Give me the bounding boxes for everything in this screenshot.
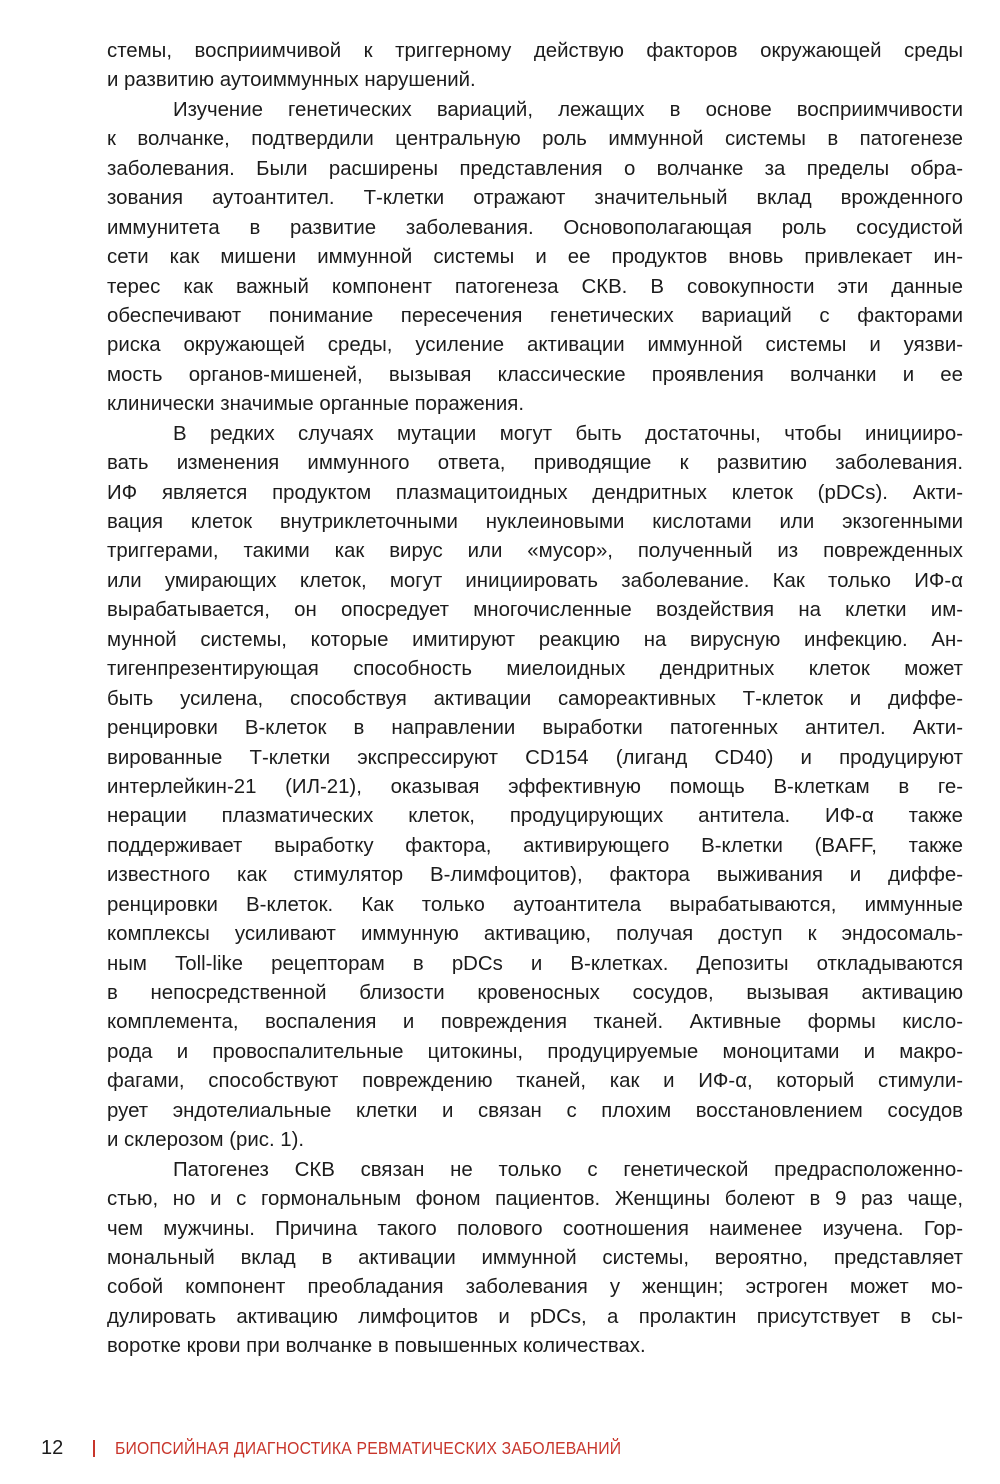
text-line: комплексы усиливают иммунную активацию, получая доступ к эндосомаль-	[107, 923, 963, 946]
paragraph	[107, 420, 963, 1156]
text-line: интерлейкин-21 (ИЛ-21), оказывая эффективную помощь В-клеткам в ге-	[107, 775, 963, 798]
text-line: ным Toll-like рецепторам в pDCs и В-клетках. Депозиты откладываются	[107, 952, 963, 975]
text-line: ренцировки В-клеток. Как только аутоантитела вырабатываются, иммунные	[107, 893, 963, 916]
text-line: мональный вклад в активации иммунной системы, вероятно, представляет	[107, 1246, 963, 1269]
text-line: терес как важный компонент патогенеза СКВ. В совокупности эти данные	[107, 275, 963, 298]
footer-separator	[93, 1440, 95, 1457]
text-line: мость органов-мишеней, вызывая классические проявления волчанки и ее	[107, 363, 963, 386]
text-line: ИФ является продуктом плазмацитоидных дендритных клеток (pDCs). Акти-	[107, 481, 963, 504]
text-line: нерации плазматических клеток, продуцирующих антитела. ИФ-α также	[107, 805, 963, 828]
text-line: в непосредственной близости кровеносных сосудов, вызывая активацию	[107, 982, 963, 1004]
text-line: зования аутоантител. Т-клетки отражают значительный вклад врожденного	[107, 187, 963, 210]
body-text	[107, 37, 963, 1362]
text-line: собой компонент преобладания заболевания у женщин; эстроген может мо-	[107, 1276, 963, 1299]
text-line: комплемента, воспаления и повреждения тканей. Активные формы кисло-	[107, 1011, 963, 1034]
text-line: мунной системы, которые имитируют реакцию на вирусную инфекцию. Ан-	[107, 628, 963, 651]
paragraph	[107, 1156, 963, 1362]
text-line: Патогенез СКВ связан не только с генетической предрасположенно-	[173, 1158, 963, 1181]
text-line: иммунитета в развитие заболевания. Основополагающая роль сосудистой	[107, 216, 963, 239]
text-line: к волчанке, подтвердили центральную роль иммунной системы в патогенезе	[107, 128, 963, 151]
text-line: фагами, способствуют повреждению тканей, как и ИФ-α, который стимули-	[107, 1070, 963, 1093]
text-line: стью, но и с гормональным фоном пациентов. Женщины болеют в 9 раз чаще,	[107, 1188, 963, 1211]
text-line: быть усилена, способствуя активации самореактивных Т-клеток и диффе-	[107, 687, 963, 710]
text-line: триггерами, такими как вирус или «мусор», полученный из поврежденных	[107, 540, 963, 563]
text-line: обеспечивают понимание пересечения генетических вариаций с факторами	[107, 304, 963, 327]
text-line: клинически значимые органные поражения.	[107, 393, 525, 416]
text-line: риска окружающей среды, усиление активации иммунной системы и уязви-	[107, 334, 963, 357]
text-line: рует эндотелиальные клетки и связан с плохим восстановлением сосудов	[107, 1099, 963, 1122]
paragraph	[107, 37, 963, 96]
text-line: воротке крови при волчанке в повышенных количествах.	[107, 1335, 646, 1358]
text-line: вированные Т-клетки экспрессируют CD154 (лиганд CD40) и продуцируют	[107, 746, 963, 769]
text-line: рода и провоспалительные цитокины, продуцируемые моноцитами и макро-	[107, 1040, 963, 1063]
text-line: ренцировки В-клеток в направлении выработки патогенных антител. Акти-	[107, 717, 963, 740]
page-number: 12	[41, 1436, 64, 1459]
text-line: известного как стимулятор В-лимфоцитов), фактора выживания и диффе-	[107, 864, 963, 887]
text-line: и склерозом (рис. 1).	[107, 1129, 305, 1152]
text-line: вырабатывается, он опосредует многочисленные воздействия на клетки им-	[107, 599, 963, 622]
paragraph	[107, 96, 963, 420]
text-line: сети как мишени иммунной системы и ее продуктов вновь привлекает ин-	[107, 246, 963, 269]
text-line: В редких случаях мутации могут быть достаточны, чтобы иницииро-	[173, 422, 963, 445]
text-line: вация клеток внутриклеточными нуклеиновыми кислотами или экзогенными	[107, 511, 963, 533]
text-line: поддерживает выработку фактора, активирующего В-клетки (BAFF, также	[107, 834, 963, 857]
text-line: дулировать активацию лимфоцитов и pDCs, а пролактин присутствует в сы-	[107, 1305, 963, 1328]
text-line: чем мужчины. Причина такого полового соотношения наименее изучена. Гор-	[107, 1217, 963, 1240]
text-line: тигенпрезентирующая способность миелоидных дендритных клеток может	[107, 658, 963, 681]
text-line: Изучение генетических вариаций, лежащих в основе восприимчивости	[173, 98, 963, 121]
text-line: заболевания. Были расширены представления о волчанке за пределы обра-	[107, 157, 963, 180]
text-line: вать изменения иммунного ответа, приводящие к развитию заболевания.	[107, 452, 963, 475]
page-footer	[41, 1434, 677, 1462]
text-line: или умирающих клеток, могут инициировать заболевание. Как только ИФ-α	[107, 569, 963, 592]
text-line: и развитию аутоиммунных нарушений.	[107, 69, 476, 92]
running-title: БИОПСИЙНАЯ ДИАГНОСТИКА РЕВМАТИЧЕСКИХ ЗАБОЛЕВАНИЙ	[115, 1437, 622, 1458]
text-line: стемы, восприимчивой к триггерному действую факторов окружающей среды	[107, 40, 963, 62]
